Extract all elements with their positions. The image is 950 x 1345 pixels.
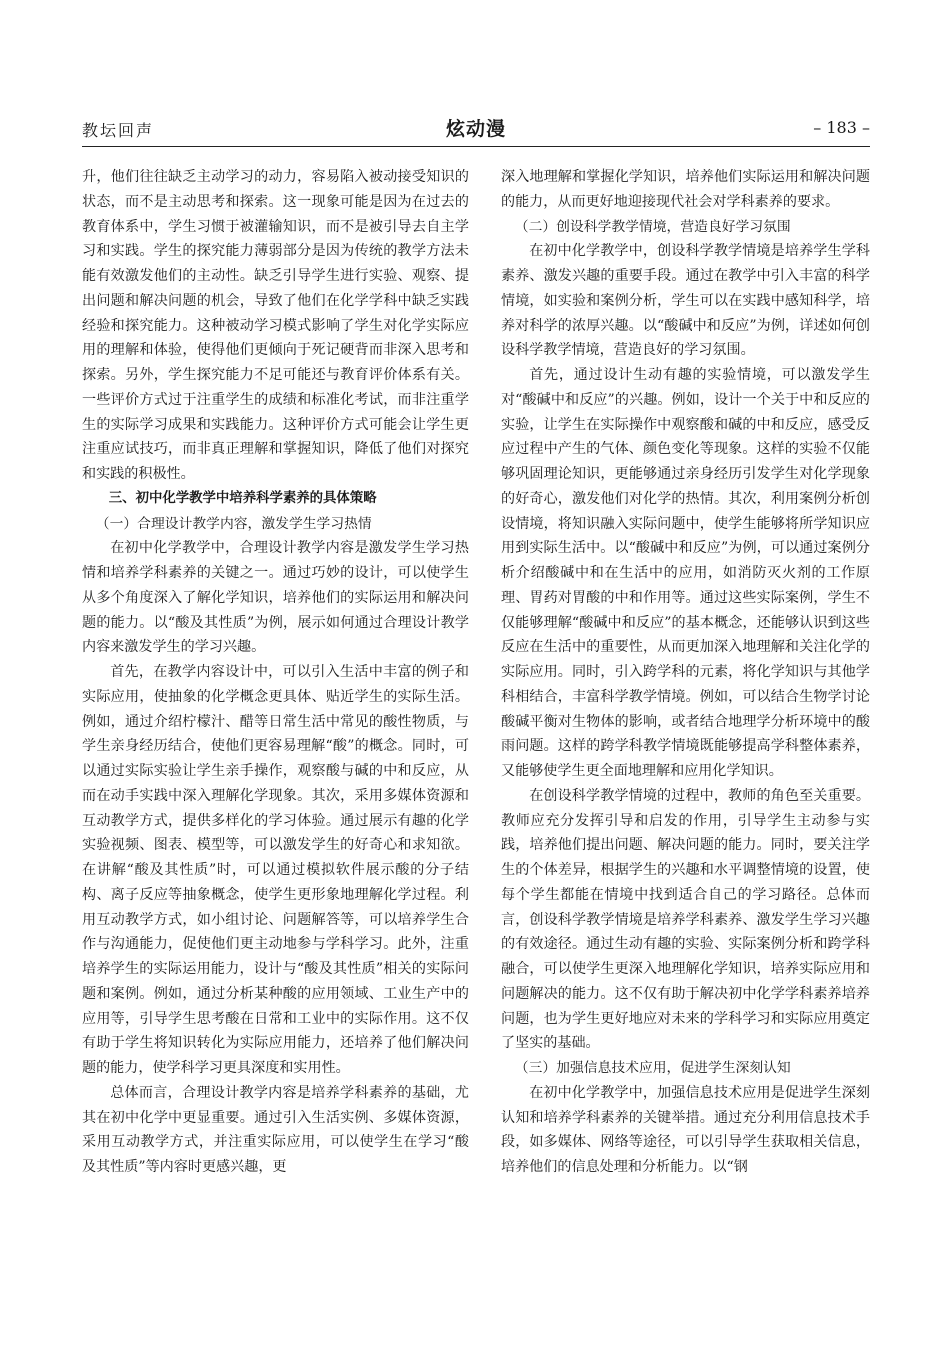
- section-heading: 三、初中化学教学中培养科学素养的具体策略: [108, 490, 377, 506]
- paragraph: 在初中化学教学中，合理设计教学内容是激发学生学习热情和培养学科素养的关键之一。通过巧妙的设计，可以使学生从多个角度深入了解化学知识，培养他们的实际运用和解决问题的能力。以“酸及其性质”为例，展示如何通过合理设计教学内容来激发学生的学习兴趣。: [82, 540, 469, 656]
- paragraph: 首先，通过设计生动有趣的实验情境，可以激发学生对“酸碱中和反应”的兴趣。例如，设计一个关于中和反应的实验，让学生在实际操作中观察酸和碱的中和反应，感受反应过程中产生的气体、颜色变化等现象。这样的实验不仅能够巩固理论知识，更能够通过亲身经历引发学生对化学现象的好奇心，激发他们对化学的热情。其次，利用案例分析创设情境，将知识融入实际问题中，使学生能够将所学知识应用到实际生活中。以“酸碱中和反应”为例，可以通过案例分析介绍酸碱中和在生活中的应用，如消防灭火剂的工作原理、胃药对胃酸的中和作用等。通过这些实际案例，学生不仅能够理解“酸碱中和反应”的基本概念，还能够认识到这些反应在生活中的重要性，从而更加深入地理解和关注化学的实际应用。同时，引入跨学科的元素，将化学知识与其他学科相结合，丰富科学教学情境。例如，可以结合生物学讨论酸碱平衡对生物体的影响，或者结合地理学分析环境中的酸雨问题。这样的跨学科教学情境既能够提高学科整体素养，又能够使学生更全面地理解和应用化学知识。: [501, 367, 870, 779]
- paragraph: 升，他们往往缺乏主动学习的动力，容易陷入被动接受知识的状态，而不是主动思考和探索。这一现象可能是因为在过去的教育体系中，学生习惯于被灌输知识，而不是被引导去自主学习和实践。学生的探究能力薄弱部分是因为传统的教学方法未能有效激发他们的主动性。缺乏引导学生进行实验、观察、提出问题和解决问题的机会，导致了他们在化学学科中缺乏实践经验和探究能力。这种被动学习模式影响了学生对化学实际应用的理解和体验，使得他们更倾向于死记硬背而非深入思考和探索。另外，学生探究能力不足可能还与教育评价体系有关。一些评价方式过于注重学生的成绩和标准化考试，而非注重学生的实际学习成果和实践能力。这种评价方式可能会让学生更注重应试技巧，而非真正理解和掌握知识，降低了他们对探究和实践的积极性。: [82, 169, 469, 482]
- paragraph: 深入地理解和掌握化学知识，培养他们实际运用和解决问题的能力，从而更好地迎接现代社会对学科素养的要求。: [501, 169, 870, 210]
- running-header: [82, 114, 870, 142]
- left-column: [82, 165, 469, 1285]
- page-number: – 183 –: [813, 118, 870, 137]
- paragraph: 首先，在教学内容设计中，可以引入生活中丰富的例子和实际应用，使抽象的化学概念更具体、贴近学生的实际生活。例如，通过介绍柠檬汁、醋等日常生活中常见的酸性物质，与学生亲身经历结合，使他们更容易理解“酸”的概念。同时，可以通过实际实验让学生亲手操作，观察酸与碱的中和反应，从而在动手实践中深入理解化学现象。其次，采用多媒体资源和互动教学方式，提供多样化的学习体验。通过展示有趣的化学实验视频、图表、模型等，可以激发学生的好奇心和求知欲。在讲解“酸及其性质”时，可以通过模拟软件展示酸的分子结构、离子反应等抽象概念，使学生更形象地理解化学过程。利用互动教学方式，如小组讨论、问题解答等，可以培养学生合作与沟通能力，促使他们更主动地参与学科学习。此外，注重培养学生的实际运用能力，设计与“酸及其性质”相关的实际问题和案例。例如，通过分析某种酸的应用领域、工业生产中的应用等，引导学生思考酸在日常和工业中的实际作用。这不仅有助于学生将知识转化为实际应用能力，还培养了他们解决问题的能力，使学科学习更具深度和实用性。: [82, 664, 469, 1076]
- paragraph: 在初中化学教学中，创设科学教学情境是培养学生学科素养、激发兴趣的重要手段。通过在教学中引入丰富的科学情境，如实验和案例分析，学生可以在实践中感知科学，培养对科学的浓厚兴趣。以“酸碱中和反应”为例，详述如何创设科学教学情境，营造良好的学习氛围。: [501, 243, 870, 359]
- paragraph: 在初中化学教学中，加强信息技术应用是促进学生深刻认知和培养学科素养的关键举措。通过充分利用信息技术手段，如多媒体、网络等途径，可以引导学生获取相关信息，培养他们的信息处理和分析能力。以“钢: [501, 1084, 870, 1175]
- right-column: [501, 165, 870, 1285]
- subsection-heading: （一）合理设计教学内容，激发学生学习热情: [95, 515, 372, 532]
- subsection-heading: （三）加强信息技术应用，促进学生深刻认知: [514, 1060, 791, 1076]
- journal-title: 炫动漫: [445, 118, 506, 140]
- header-rule: [82, 146, 870, 147]
- section-name: 教坛回声: [82, 121, 155, 140]
- paragraph: 总体而言，合理设计教学内容是培养学科素养的基础，尤其在初中化学中更显重要。通过引入生活实例、多媒体资源，采用互动教学方式，并注重实际应用，可以使学生在学习“酸及其性质”等内容时更感兴趣，更: [82, 1084, 469, 1175]
- paragraph: 在创设科学教学情境的过程中，教师的角色至关重要。教师应充分发挥引导和启发的作用，引导学生主动参与实践，培养他们提出问题、解决问题的能力。同时，要关注学生的个体差异，根据学生的兴趣和水平调整情境的设置，使每个学生都能在情境中找到适合自己的学习路径。总体而言，创设科学教学情境是培养学科素养、激发学生学习兴趣的有效途径。通过生动有趣的实验、实际案例分析和跨学科融合，可以使学生更深入地理解化学知识，培养实际应用和问题解决的能力。这不仅有助于解决初中化学学科素养培养问题，也为学生更好地应对未来的学科学习和实际应用奠定了坚实的基础。: [501, 787, 870, 1052]
- subsection-heading: （二）创设科学教学情境，营造良好学习氛围: [514, 218, 791, 235]
